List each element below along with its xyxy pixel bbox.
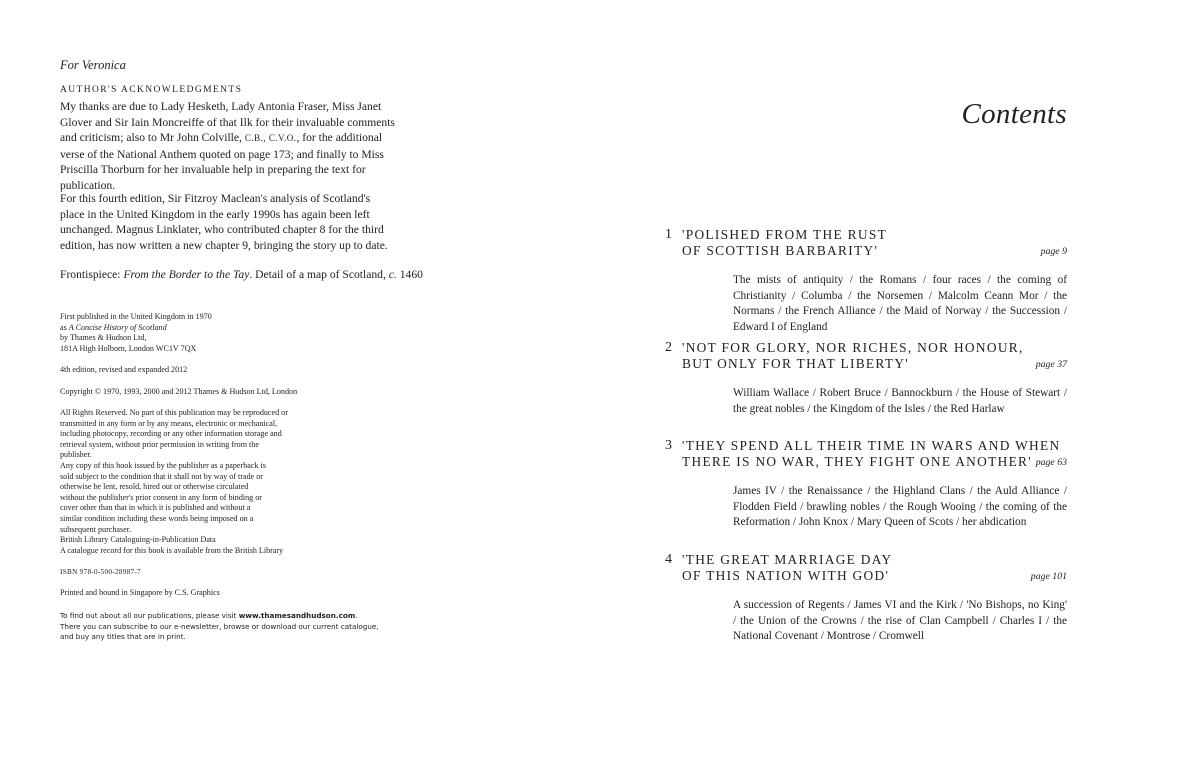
chapter-topics: A succession of Regents / James VI and the Kirk / 'No Bishops, no King' / the Union of the Crowns / the rise of Clan Campbell / Charles I / the National Covenant / Montrose / Cromwell bbox=[733, 599, 1067, 642]
website-notice bbox=[60, 611, 379, 643]
chapter-page: page 37 bbox=[1035, 359, 1067, 370]
chapter-topics: William Wallace / Robert Bruce / Bannockburn / the House of Stewart / the great nobles / the Kingdom of the Isles / the Red Harlaw bbox=[733, 387, 1067, 415]
chapter-number: 2 bbox=[665, 340, 673, 355]
chapter-title-line-1: 'THEY SPEND ALL THEIR TIME IN WARS AND WHEN bbox=[682, 438, 1061, 453]
chapter-title-line-2: THERE IS NO WAR, THEY FIGHT ONE ANOTHER' bbox=[682, 454, 1032, 470]
website-link[interactable]: www.thamesandhudson.com bbox=[238, 611, 356, 620]
edition-note: For this fourth edition, Sir Fitzroy Maclean's analysis of Scotland's place in the United Kingdom in the early 1990s has again been left unchanged. Magnus Linklater, who contributed chapter 8 for the third edition, has now written a new chapter 9, bringing the story up to date. bbox=[60, 192, 388, 252]
edition-line: 4th edition, revised and expanded 2012 bbox=[60, 365, 188, 374]
chapter-title bbox=[682, 552, 893, 584]
contents-page bbox=[600, 0, 1200, 770]
chapter-number: 3 bbox=[665, 438, 673, 453]
paperback-notice: Any copy of this book issued by the publisher as a paperback is sold subject to the condition that it shall not by way of trade or otherwise be lent, resold, hired out or otherwise circulated without the publisher's prior consent in any form of binding or cover other than that in which it is published and without a similar condition including these words being imposed on a subsequent purchaser. bbox=[60, 461, 266, 534]
frontis-circa: c. bbox=[388, 268, 397, 281]
contents-title: Contents bbox=[961, 98, 1067, 130]
web-line-3: and buy any titles that are in print. bbox=[60, 632, 186, 642]
frontis-prefix: Frontispiece: bbox=[60, 268, 124, 281]
chapter-page: page 9 bbox=[1040, 246, 1067, 257]
honours: C.B., C.V.O. bbox=[244, 133, 297, 144]
publication-info bbox=[60, 312, 212, 354]
publisher-address: 181A High Holborn, London WC1V 7QX bbox=[60, 343, 197, 353]
ack-text-part-2: , for the additional verse of the National Anthem quoted on page 173; and finally to Miss Priscilla Thorburn for her invaluable help in preparing the text for publication. bbox=[60, 131, 384, 192]
chapter-title-line-2: OF THIS NATION WITH GOD' bbox=[682, 568, 890, 584]
rights-notice: All Rights Reserved. No part of this publication may be reproduced or transmitted in any form or by any means, electronic or mechanical, including photocopy, recording or any other information storage and retrieval system, without prior permission in writing from the publisher. bbox=[60, 408, 288, 460]
original-title: A Concise History of Scotland bbox=[68, 322, 167, 332]
frontis-middle: . Detail of a map of Scotland, bbox=[249, 268, 389, 281]
ack-text-part-1: My thanks are due to Lady Hesketh, Lady Antonia Fraser, Miss Janet Glover and Sir Iain Moncreiffe of that Ilk for their invaluable comments and criticism; also to Mr John Colville, bbox=[60, 100, 395, 145]
chapter-title-line-1: 'THE GREAT MARRIAGE DAY bbox=[682, 552, 893, 567]
chapter-page: page 63 bbox=[1035, 457, 1067, 468]
printer-line: Printed and bound in Singapore by C.S. Graphics bbox=[60, 588, 220, 597]
first-published: First published in the United Kingdom in 1970 bbox=[60, 312, 212, 321]
chapter-page: page 101 bbox=[1030, 571, 1067, 582]
chapter-title-line-1: 'POLISHED FROM THE RUST bbox=[682, 227, 888, 242]
chapter-number: 1 bbox=[665, 227, 673, 242]
acknowledgments-text bbox=[60, 99, 405, 194]
frontis-title: From the Border to the Tay bbox=[123, 268, 250, 281]
dedication: For Veronica bbox=[60, 58, 126, 72]
frontis-year: 1460 bbox=[396, 268, 423, 281]
chapter-title bbox=[682, 227, 887, 259]
chapter-title-line-2: BUT ONLY FOR THAT LIBERTY' bbox=[682, 356, 909, 372]
chapter-topics: James IV / the Renaissance / the Highland Clans / the Auld Alliance / Flodden Field / brawling nobles / the Rough Wooing / the coming of the Reformation / John Knox / Mary Queen of Scots / her abdication bbox=[733, 485, 1067, 528]
cip-line-1: British Library Cataloguing-in-Publication Data bbox=[60, 535, 216, 544]
chapter-title-line-1: 'NOT FOR GLORY, NOR RICHES, NOR HONOUR, bbox=[682, 340, 1024, 355]
chapter-title bbox=[682, 438, 1060, 470]
chapter-number: 4 bbox=[665, 552, 673, 567]
chapter-title-line-2: OF SCOTTISH BARBARITY' bbox=[682, 243, 879, 259]
web-suffix: . bbox=[355, 611, 358, 620]
cip-data bbox=[60, 535, 283, 556]
cip-line-2: A catalogue record for this book is available from the British Library bbox=[60, 545, 284, 555]
isbn: ISBN 978-0-500-28987-7 bbox=[60, 568, 142, 576]
web-prefix: To find out about all our publications, please visit bbox=[60, 611, 239, 620]
publisher: by Thames & Hudson Ltd, bbox=[60, 333, 147, 343]
chapter-title bbox=[682, 340, 1024, 372]
web-line-2: There you can subscribe to our e-newsletter, browse or download our current catalogue, bbox=[60, 621, 379, 631]
acknowledgments-heading: AUTHOR'S ACKNOWLEDGMENTS bbox=[60, 85, 243, 95]
copyright-line: Copyright © 1970, 1993, 2000 and 2012 Thames & Hudson Ltd, London bbox=[60, 387, 298, 396]
frontispiece-caption bbox=[60, 268, 423, 281]
chapter-topics: The mists of antiquity / the Romans / four races / the coming of Christianity / Columba / the Norsemen / Malcolm Ceann Mor / the Normans / the French Alliance / the Maid of Norway / the Succession / Edward I of England bbox=[733, 274, 1067, 333]
as-label: as bbox=[60, 322, 69, 332]
